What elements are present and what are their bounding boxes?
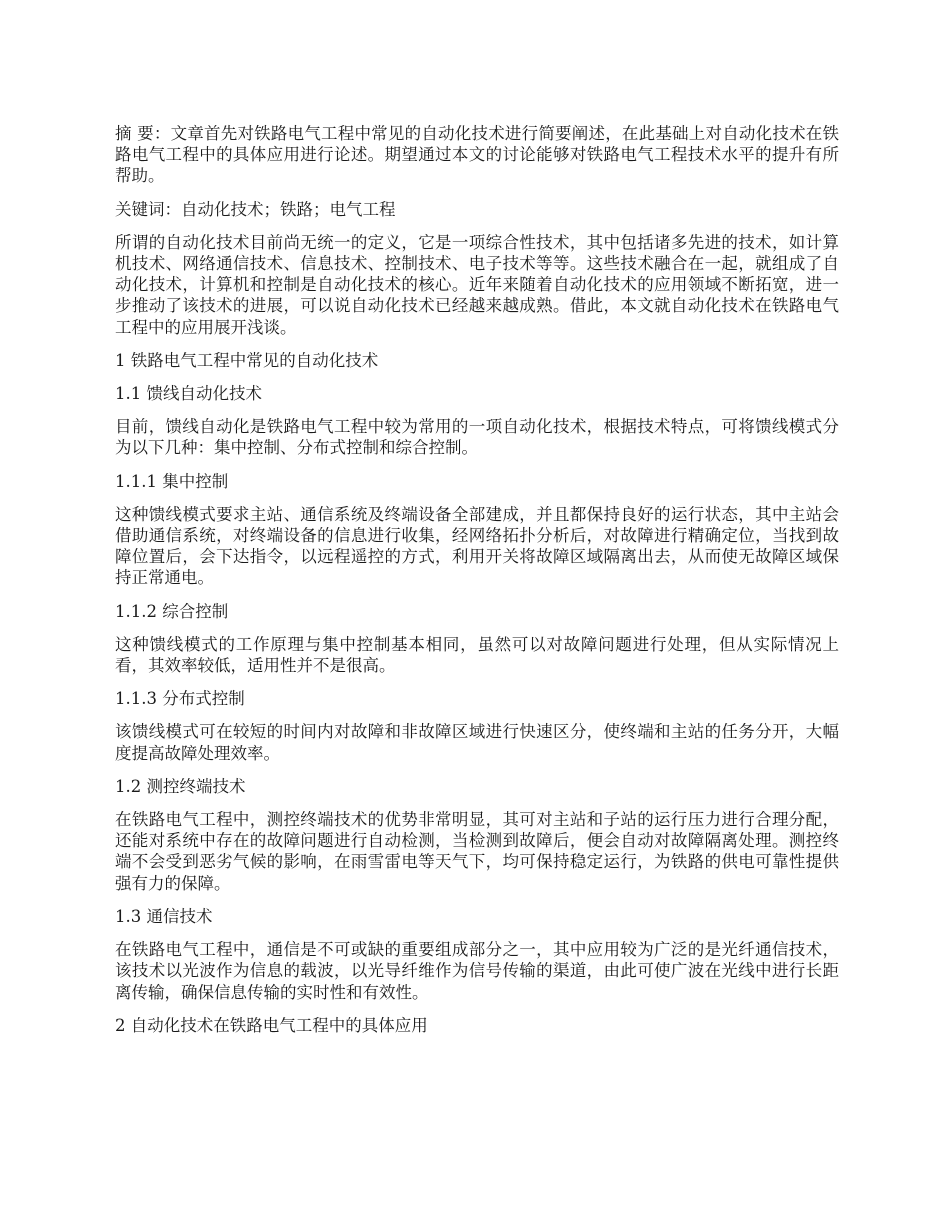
abstract-paragraph: 摘 要：文章首先对铁路电气工程中常见的自动化技术进行简要阐述，在此基础上对自动化技术在铁路电气工程中的具体应用进行论述。期望通过本文的讨论能够对铁路电气工程技术水平的提升有所帮助。 [115,124,839,186]
section-paragraph-1-2: 在铁路电气工程中，测控终端技术的优势非常明显，其可对主站和子站的运行压力进行合理分配，还能对系统中存在的故障问题进行自动检测，当检测到故障后，便会自动对故障隔离处理。测控终端不会受到恶劣气候的影响，在雨雪雷电等天气下，均可保持稳定运行，为铁路的供电可靠性提供强有力的保障。 [115,810,839,893]
section-heading-1-2: 1.2 测控终端技术 [115,776,246,796]
section-heading-1-1-1: 1.1.1 集中控制 [115,471,229,491]
keywords-line: 关键词：自动化技术；铁路；电气工程 [115,199,396,219]
section-heading-1-1: 1.1 馈线自动化技术 [115,384,262,404]
section-paragraph-1-1-2: 这种馈线模式的工作原理与集中控制基本相同，虽然可以对故障问题进行处理，但从实际情况上看，其效率较低，适用性并不是很高。 [115,634,839,676]
document-page [115,123,839,1048]
section-paragraph-1-1-3: 该馈线模式可在较短的时间内对故障和非故障区域进行快速区分，使终端和主站的任务分开，大幅度提高故障处理效率。 [115,722,839,763]
intro-paragraph: 所谓的自动化技术目前尚无统一的定义，它是一项综合性技术，其中包括诸多先进的技术，如计算机技术、网络通信技术、信息技术、控制技术、电子技术等等。这些技术融合在一起，就组成了自动化技术，计算机和控制是自动化技术的核心。近年来随着自动化技术的应用领域不断拓宽，进一步推动了该技术的进展，可以说自动化技术已经越来越成熟。借此，本文就自动化技术在铁路电气工程中的应用展开浅谈。 [115,232,839,337]
section-heading-1-3: 1.3 通信技术 [115,906,213,926]
section-heading-1: 1 铁路电气工程中常见的自动化技术 [115,350,379,370]
section-paragraph-1-1-1: 这种馈线模式要求主站、通信系统及终端设备全部建成，并且都保持良好的运行状态，其中主站会借助通信系统，对终端设备的信息进行收集，经网络拓扑分析后，对故障进行精确定位，当找到故障位置后，会下达指令，以远程遥控的方式，利用开关将故障区域隔离出去，从而使无故障区域保持正常通电。 [115,504,839,588]
section-heading-1-1-3: 1.1.3 分布式控制 [115,689,245,709]
section-paragraph-1-1: 目前，馈线自动化是铁路电气工程中较为常用的一项自动化技术，根据技术特点，可将馈线模式分为以下几种：集中控制、分布式控制和综合控制。 [115,417,839,458]
section-heading-1-1-2: 1.1.2 综合控制 [115,601,229,621]
section-heading-2: 2 自动化技术在铁路电气工程中的具体应用 [115,1015,428,1035]
section-paragraph-1-3: 在铁路电气工程中，通信是不可或缺的重要组成部分之一，其中应用较为广泛的是光纤通信技术，该技术以光波作为信息的载波，以光导纤维作为信号传输的渠道，由此可使广波在光线中进行长距离传输，确保信息传输的实时性和有效性。 [115,940,839,1002]
